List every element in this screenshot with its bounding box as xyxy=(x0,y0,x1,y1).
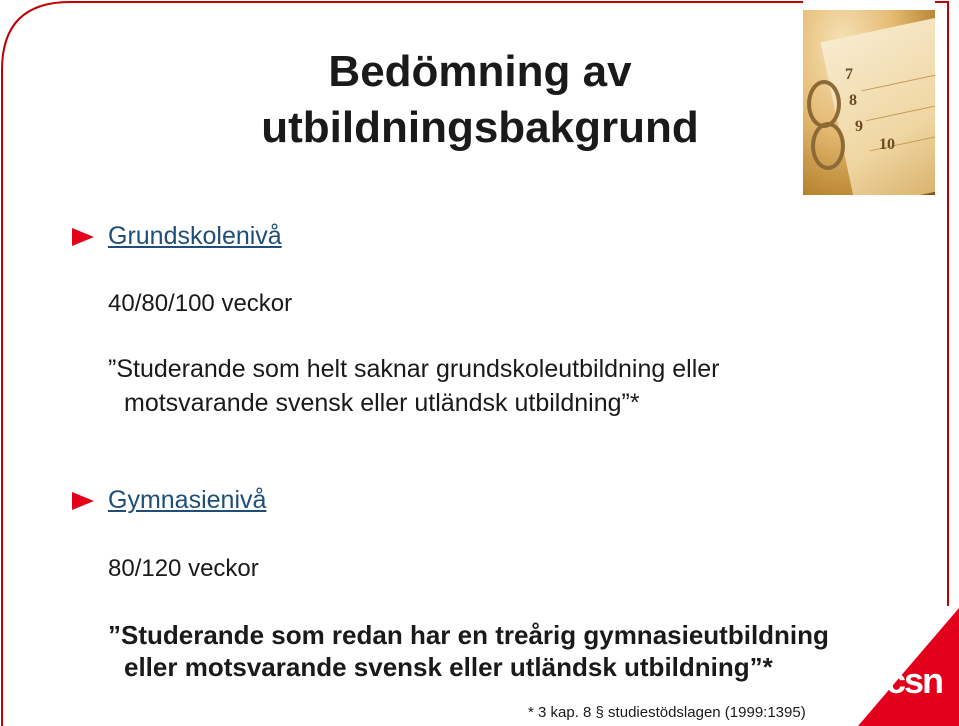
triangle-bullet-icon xyxy=(72,228,94,246)
quote-gymnasium-line-1: ”Studerande som redan har en treårig gymnasieutbildning xyxy=(108,620,829,650)
calendar-photo xyxy=(803,10,935,195)
calendar-number: 10 xyxy=(879,136,895,153)
title-line-1: Bedömning av xyxy=(328,47,632,96)
binder-ring-icon xyxy=(811,122,845,170)
csn-logo-text: csn xyxy=(886,660,943,701)
slide-title xyxy=(200,44,760,156)
binder-ring-icon xyxy=(807,80,841,128)
quote-grundskola-line-1: ”Studerande som helt saknar grundskoleutbildning eller xyxy=(108,355,720,383)
triangle-bullet-icon xyxy=(72,492,94,510)
heading-link-grundskolenivå[interactable]: Grundskolenivå xyxy=(108,222,282,250)
weeks-gymnasium: 80/120 veckor xyxy=(108,555,259,582)
calendar-number: 7 xyxy=(845,66,853,83)
calendar-number: 9 xyxy=(855,118,863,135)
calendar-number: 8 xyxy=(849,92,857,109)
weeks-grundskola: 40/80/100 veckor xyxy=(108,290,293,317)
quote-grundskola-line-2: motsvarande svensk eller utländsk utbildning”* xyxy=(124,389,640,417)
quote-gymnasium-line-2: eller motsvarande svensk eller utländsk utbildning”* xyxy=(124,652,773,682)
section-gymnasium-heading xyxy=(72,486,266,515)
footnote: * 3 kap. 8 § studiestödslagen (1999:1395) xyxy=(528,704,806,721)
heading-link-gymnasienivå[interactable]: Gymnasienivå xyxy=(108,486,267,514)
section-grundskola-heading xyxy=(72,222,282,251)
title-line-2: utbildningsbakgrund xyxy=(261,103,699,152)
